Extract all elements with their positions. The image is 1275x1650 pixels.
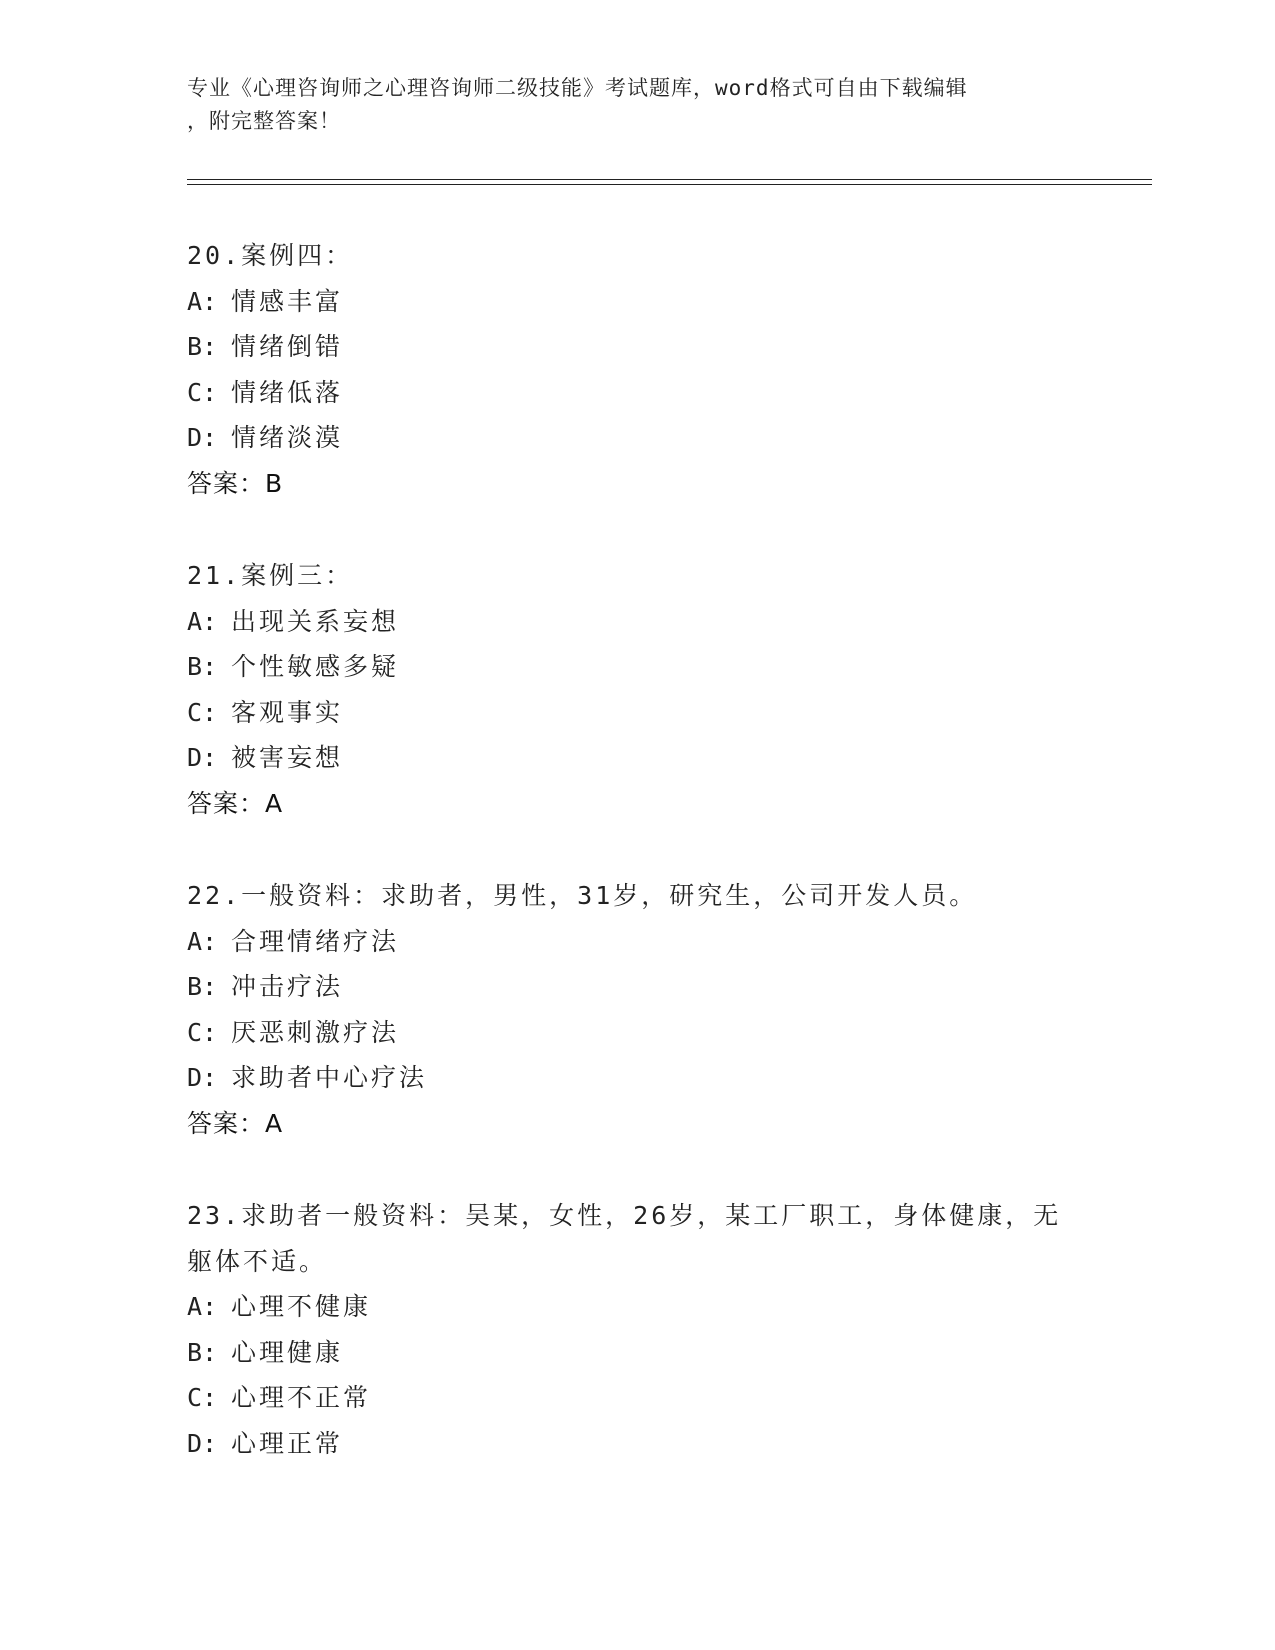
option-text: 冲击疗法: [231, 972, 344, 1001]
option-c: [187, 370, 1087, 416]
option-b: [187, 1330, 1087, 1376]
option-text: 心理不正常: [231, 1383, 372, 1412]
option-letter: B:: [187, 652, 218, 681]
option-text: 求助者中心疗法: [231, 1063, 428, 1092]
option-letter: A:: [187, 606, 218, 636]
option-letter: B:: [187, 332, 218, 361]
option-text: 情绪低落: [231, 377, 344, 407]
option-letter: B:: [187, 1337, 218, 1367]
option-letter: D:: [187, 423, 218, 452]
question-title: 21.案例三：: [187, 561, 354, 590]
option-text: 个性敏感多疑: [231, 652, 400, 681]
option-letter: C:: [187, 1017, 218, 1047]
option-d: [187, 415, 1087, 461]
option-d: [187, 1421, 1087, 1467]
option-letter: D:: [187, 1428, 218, 1458]
option-text: 心理健康: [231, 1337, 344, 1367]
answer-line: 答案：A: [187, 1108, 284, 1138]
option-text: 被害妄想: [231, 743, 344, 772]
option-text: 出现关系妄想: [231, 606, 400, 636]
option-text: 厌恶刺激疗法: [231, 1017, 400, 1047]
option-text: 情感丰富: [231, 286, 344, 316]
option-text: 情绪淡漠: [231, 423, 344, 452]
option-c: [187, 1375, 1087, 1421]
option-letter: B:: [187, 972, 218, 1001]
option-a: [187, 279, 1087, 325]
option-letter: C:: [187, 697, 218, 727]
header-line-2: ，附完整答案！: [187, 109, 341, 133]
question-title-line-1: 23.求助者一般资料：吴某，女性，26岁，某工厂职工，身体健康，无: [187, 1201, 1062, 1230]
question-list: [187, 233, 1087, 1513]
option-b: [187, 324, 1087, 370]
question-20: [187, 233, 1087, 506]
option-c: [187, 1010, 1087, 1056]
option-d: [187, 735, 1087, 781]
question-title: 20.案例四：: [187, 241, 354, 270]
header-line-1: 专业《心理咨询师之心理咨询师二级技能》考试题库，word格式可自由下载编辑: [187, 76, 968, 100]
question-23: [187, 1193, 1087, 1466]
option-letter: D:: [187, 743, 218, 772]
option-letter: A:: [187, 1292, 218, 1321]
option-c: [187, 690, 1087, 736]
header-divider-top: [187, 179, 1152, 180]
option-b: [187, 964, 1087, 1010]
option-d: [187, 1055, 1087, 1101]
option-letter: A:: [187, 286, 218, 316]
option-text: 心理正常: [231, 1428, 344, 1458]
option-a: [187, 599, 1087, 645]
question-21: [187, 553, 1087, 826]
question-title: 22.一般资料：求助者，男性，31岁，研究生，公司开发人员。: [187, 881, 978, 910]
question-22: [187, 873, 1087, 1146]
question-title-line-2: 躯体不适。: [187, 1246, 328, 1276]
option-letter: D:: [187, 1063, 218, 1092]
answer-line: 答案：B: [187, 468, 284, 498]
page-header: [187, 72, 1087, 138]
answer-line: 答案：A: [187, 788, 284, 818]
option-b: [187, 644, 1087, 690]
option-a: [187, 1284, 1087, 1330]
option-text: 合理情绪疗法: [231, 926, 400, 956]
option-text: 心理不健康: [231, 1292, 372, 1321]
option-text: 情绪倒错: [231, 332, 344, 361]
option-text: 客观事实: [231, 697, 344, 727]
option-letter: C:: [187, 377, 218, 407]
option-a: [187, 919, 1087, 965]
header-divider-bottom: [187, 184, 1152, 185]
option-letter: C:: [187, 1383, 218, 1412]
option-letter: A:: [187, 926, 218, 956]
